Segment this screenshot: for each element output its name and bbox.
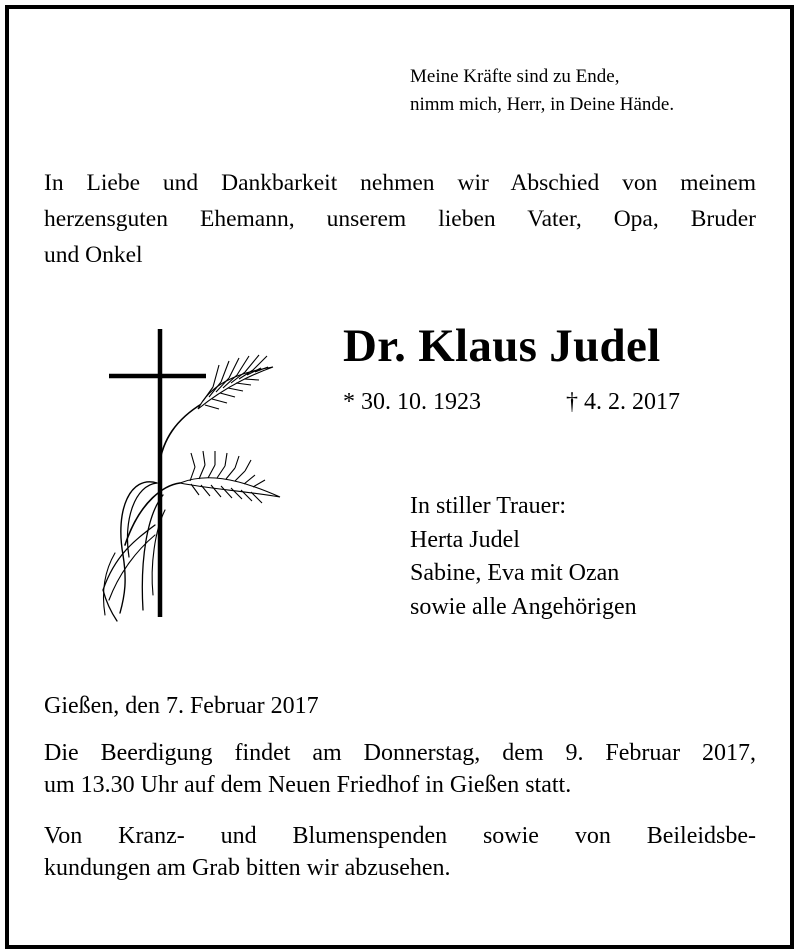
mourner-name: Sabine, Eva mit Ozan: [410, 560, 620, 586]
place-date: Gießen, den 7. Februar 2017: [44, 693, 319, 719]
donations-line-2: kundungen am Grab bitten wir abzusehen.: [44, 855, 451, 881]
mourners-block: [410, 490, 637, 624]
intro-line-2: herzensguten Ehemann, unserem lieben Vater, Opa, Bruder: [44, 206, 756, 232]
funeral-line-2: um 13.30 Uhr auf dem Neuen Friedhof in Gießen statt.: [44, 772, 572, 798]
cross-with-wheat-icon: [95, 325, 290, 625]
mourner-name: sowie alle Angehörigen: [410, 593, 637, 620]
intro-line-3: und Onkel: [44, 242, 143, 268]
mourners-heading: In stiller Trauer:: [410, 493, 566, 519]
death-date: † 4. 2. 2017: [566, 389, 680, 415]
motto-verse: [410, 63, 674, 119]
motto-line-1: Meine Kräfte sind zu Ende,: [410, 66, 620, 87]
motto-line-2: nimm mich, Herr, in Deine Hände.: [410, 94, 675, 115]
funeral-notice: [44, 737, 756, 801]
birth-date: * 30. 10. 1923: [343, 389, 481, 415]
deceased-name: Dr. Klaus Judel: [343, 320, 661, 372]
funeral-line-1: Die Beerdigung findet am Donnerstag, dem 9. Februar 2017,: [44, 740, 756, 766]
mourner-name: Herta Judel: [410, 526, 520, 553]
intro-text: [44, 165, 756, 273]
intro-line-1: In Liebe und Dankbarkeit nehmen wir Abschied von meinem: [44, 170, 756, 196]
donations-line-1: Von Kranz- und Blumenspenden sowie von Beileidsbe-: [44, 823, 756, 849]
donations-notice: [44, 820, 756, 884]
